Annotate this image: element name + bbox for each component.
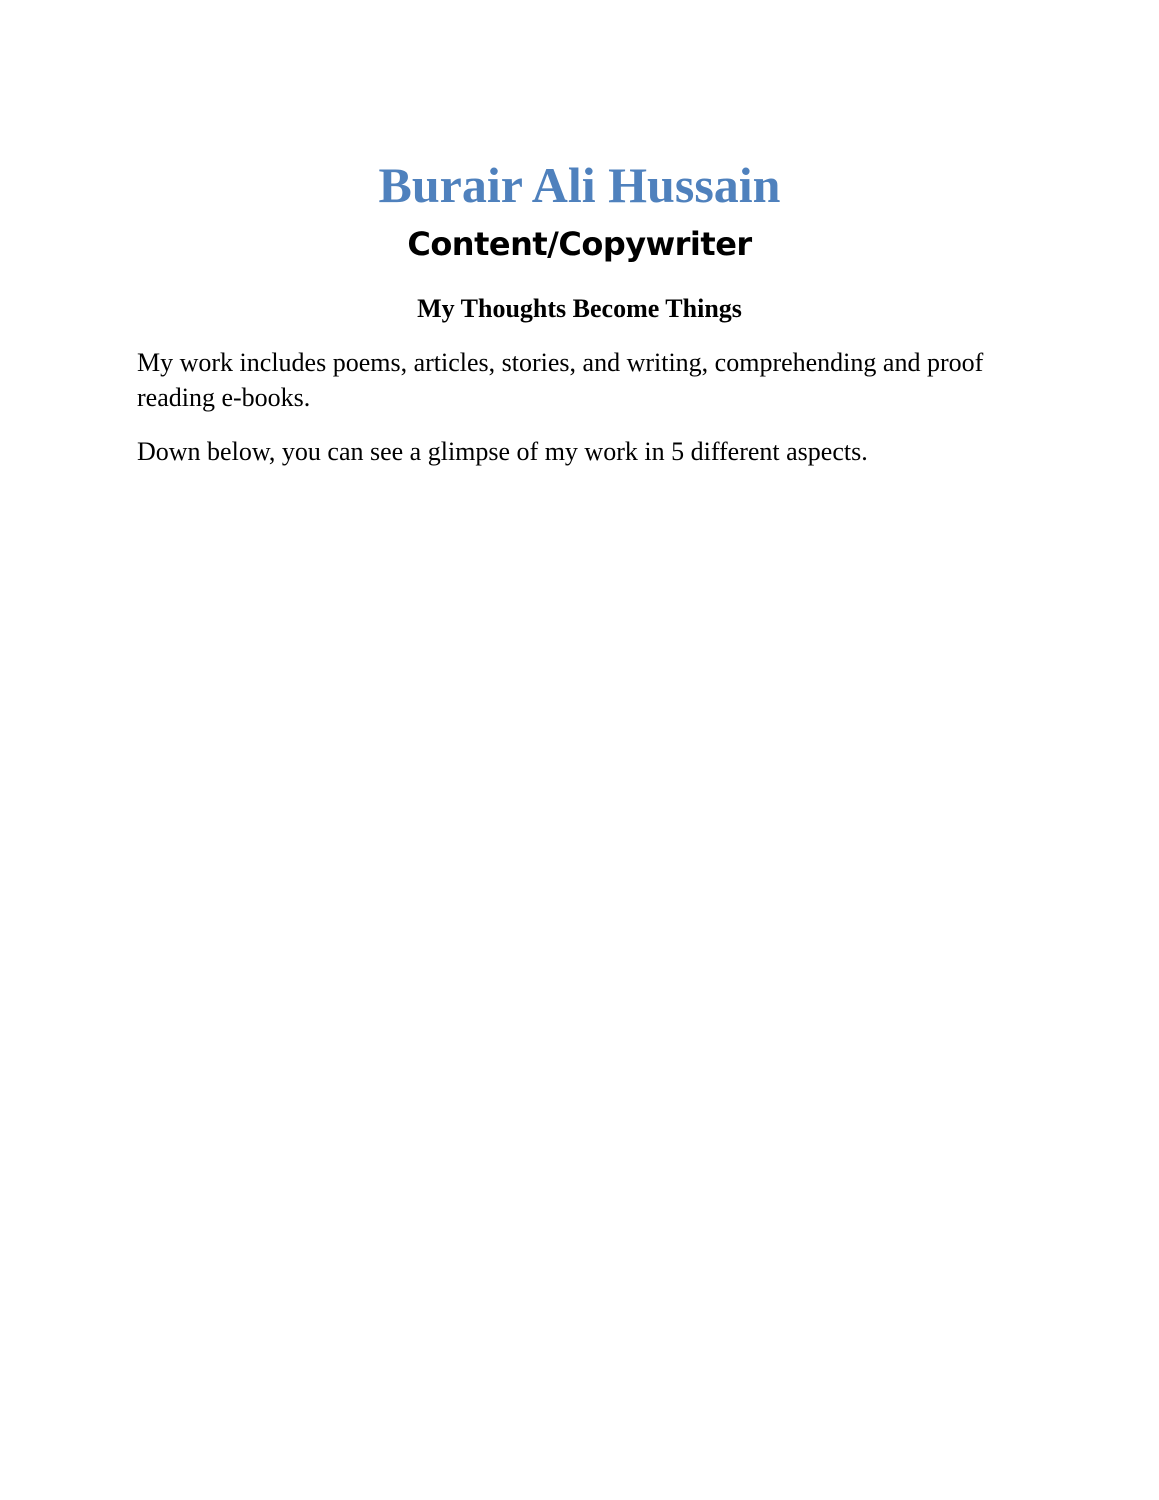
tagline: My Thoughts Become Things [417, 294, 742, 323]
author-role: Content/Copywriter [407, 225, 752, 263]
work-glimpse-paragraph: Down below, you can see a glimpse of my work in 5 different aspects. [137, 437, 868, 466]
author-name: Burair Ali Hussain [378, 157, 781, 213]
intro-paragraph: My work includes poems, articles, stories, and writing, comprehending and proof reading e-books. [137, 348, 984, 412]
